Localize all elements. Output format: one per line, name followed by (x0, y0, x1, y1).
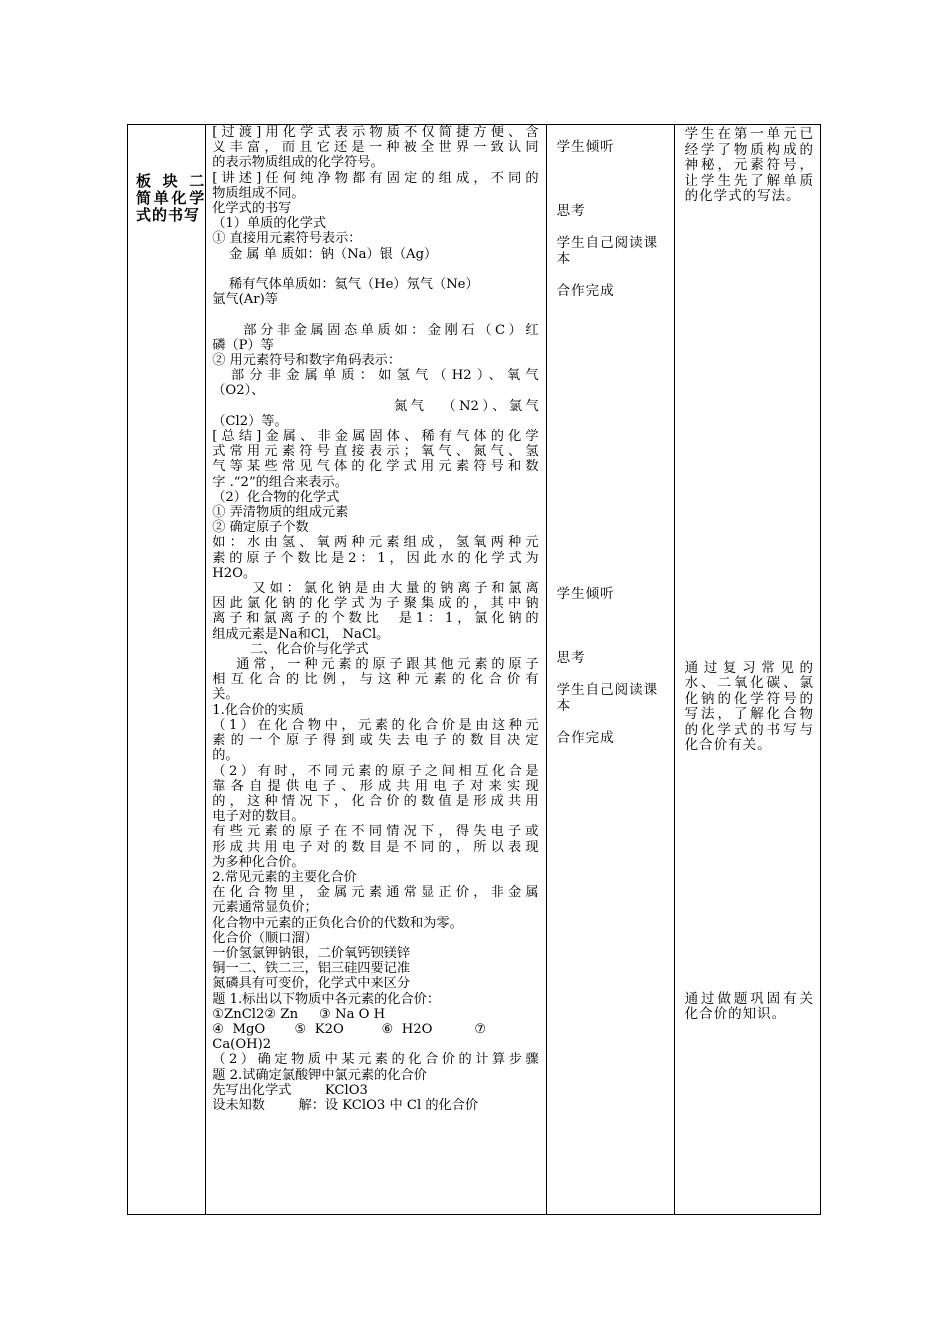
intent-paragraph: 通过做题巩固有关化合价的知识。 (684, 990, 814, 1022)
activity-item: 合作完成 (556, 730, 615, 746)
content-line: 磷（P）等 (212, 337, 274, 353)
content-line: 部分非金属固态单质如：金刚石（C）红 (212, 322, 539, 338)
lesson-plan-table (127, 124, 821, 1215)
content-line: 字 .“2”的组合来表示。 (212, 474, 348, 490)
content-line (212, 262, 538, 277)
content-line: 氮气 （N2）、氯气 (212, 398, 539, 414)
content-line: 相互化合的比例，与这种元素的化合价有 (212, 672, 539, 688)
content-line: （2）确定物质中某元素的化合价的计算步骤 (212, 1052, 539, 1068)
content-line: 化合价（顺口溜） (212, 930, 318, 946)
content-line: 关。 (212, 687, 239, 703)
activity-item: 学生自己阅读课本 (556, 235, 659, 267)
content-line (212, 307, 538, 322)
content-line: 组成元素是Na和Cl， NaCl。 (212, 626, 390, 642)
content-line: 的，这种情况下，化合价的数值是形成共用 (212, 793, 539, 809)
content-line: 元素通常显负价； (212, 900, 318, 916)
activity-item: 学生自己阅读课本 (556, 682, 659, 714)
content-line: ①ZnCl2② Zn ③ Na O H (212, 1006, 386, 1022)
content-line: [总结]金属、非金属固体、稀有气体的化学 (212, 429, 539, 445)
content-line: [讲述]任何纯净物都有固定的组成，不同的 (212, 170, 539, 186)
content-line: 有些元素的原子在不同情况下，得失电子或 (212, 824, 539, 840)
content-line: 素的一个原子得到或失去电子的数目决定 (212, 733, 539, 749)
table-row (128, 125, 821, 1215)
content-line: ② 确定原子个数 (212, 520, 309, 536)
content-line: 1.化合价的实质 (212, 702, 304, 718)
teaching-content-cell (206, 125, 546, 1215)
content-line: 金 属 单 质如：钠（Na）银（Ag） (212, 246, 438, 262)
content-line: 氮磷具有可变价，化学式中来区分 (212, 976, 411, 992)
section-title: 板块二 简单化学式的书写 (136, 172, 206, 224)
content-line: （1）在化合物中，元素的化合价是由这种元 (212, 717, 539, 733)
activity-item: 学生倾听 (556, 586, 615, 602)
student-activity-cell (546, 125, 674, 1215)
content-line: 的。 (212, 748, 239, 764)
content-line: 如：水由氢、氧两种元素组成，氢氧两种元 (212, 535, 539, 551)
content-line: 的表示物质组成的化学符号。 (212, 155, 384, 171)
intent-paragraph: 学生在第一单元已经学了物质构成的神秘，元素符号，让学生先了解单质的化学式的写法。 (684, 126, 814, 204)
content-line: 通常，一种元素的原子跟其他元素的原子 (212, 657, 539, 673)
content-line: 题 1.标出以下物质中各元素的化合价： (212, 991, 441, 1007)
content-line: [过渡]用化学式表示物质不仅简捷方便、含 (212, 125, 539, 140)
design-intents (675, 125, 820, 1023)
content-line: 形成共用电子对的数目是不同的，所以表现 (212, 839, 539, 855)
content-line: 部分非金属单质：如氢气（H2）、氧气 (212, 368, 539, 384)
content-line: 义丰富，而且它还是一种被全世界一致认同 (212, 140, 539, 156)
content-line: （1）单质的化学式 (212, 216, 327, 232)
content-line: 氩气(Ar)等 (212, 292, 278, 308)
content-line: 气等某些常见气体的化学式用元素符号和数 (212, 459, 539, 475)
content-line: ④ MgO ⑤ K2O ⑥ H2O ⑦ (212, 1021, 487, 1037)
content-line: ① 直接用元素符号表示： (212, 231, 362, 247)
content-line: 2.常见元素的主要化合价 (212, 869, 357, 885)
activity-item: 思考 (556, 650, 586, 666)
content-line: 因此氯化钠的化学式为子聚集成的，其中钠 (212, 596, 539, 612)
intent-paragraph: 通过复习常见的水、二氧化碳、氯化钠的化学符号的写法，了解化合物的化学式的书写与化合价有关。 (684, 659, 814, 753)
content-line: 稀有气体单质如：氦气（He）氖气（Ne） (212, 277, 479, 293)
content-line: Ca(OH)2 (212, 1037, 272, 1053)
content-line: 为多种化合价。 (212, 854, 305, 870)
content-line: 先写出化学式 KClO3 (212, 1082, 368, 1098)
content-line: 电子对的数目。 (212, 809, 305, 825)
section-cell (128, 125, 206, 1215)
activity-item: 合作完成 (556, 283, 615, 299)
content-line: 在化合物里，金属元素通常显正价，非金属 (212, 885, 539, 901)
content-line: 设未知数 解：设 KClO3 中 Cl 的化合价 (212, 1097, 479, 1113)
content-line: 式常用元素符号直接表示；氧气、氮气、氢 (212, 444, 539, 460)
design-intent-cell (674, 125, 820, 1215)
content-line: （Cl2）等。 (212, 413, 288, 429)
activity-item: 思考 (556, 203, 586, 219)
content-line: 一价氢氯钾钠银，二价氧钙钡镁锌 (212, 945, 411, 961)
activity-item: 学生倾听 (556, 139, 615, 155)
content-line: ① 弄清物质的组成元素 (212, 505, 349, 521)
content-line: 物质组成不同。 (212, 185, 305, 201)
content-line: 又如：氯化钠是由大量的钠离子和氯离 (212, 581, 539, 597)
content-line: 铜一二、铁二三，铝三硅四要记准 (212, 961, 411, 977)
content-line: 二、化合价与化学式 (212, 641, 369, 657)
content-line: 靠各自提供电子、形成共用电子对来实现 (212, 778, 539, 794)
content-line: 化合物中元素的正负化合价的代数和为零。 (212, 915, 463, 931)
content-line: （2）化合物的化学式 (212, 489, 340, 505)
content-line: 化学式的书写 (212, 201, 292, 217)
content-line: 题 2.试确定氯酸钾中氯元素的化合价 (212, 1067, 427, 1083)
content-line: 素的原子个数比是2：1，因此水的化学式为 (212, 550, 539, 566)
content-line: （2）有时，不同元素的原子之间相互化合是 (212, 763, 539, 779)
content-line: 离子和氯离子的个数比 是1：1，氯化钠的 (212, 611, 539, 627)
student-activities (547, 125, 674, 746)
content-line: （O2）、 (212, 383, 265, 399)
content-line: ② 用元素符号和数字角码表示： (212, 353, 402, 369)
teaching-content (206, 125, 545, 1113)
content-line: H2O。 (212, 565, 257, 581)
